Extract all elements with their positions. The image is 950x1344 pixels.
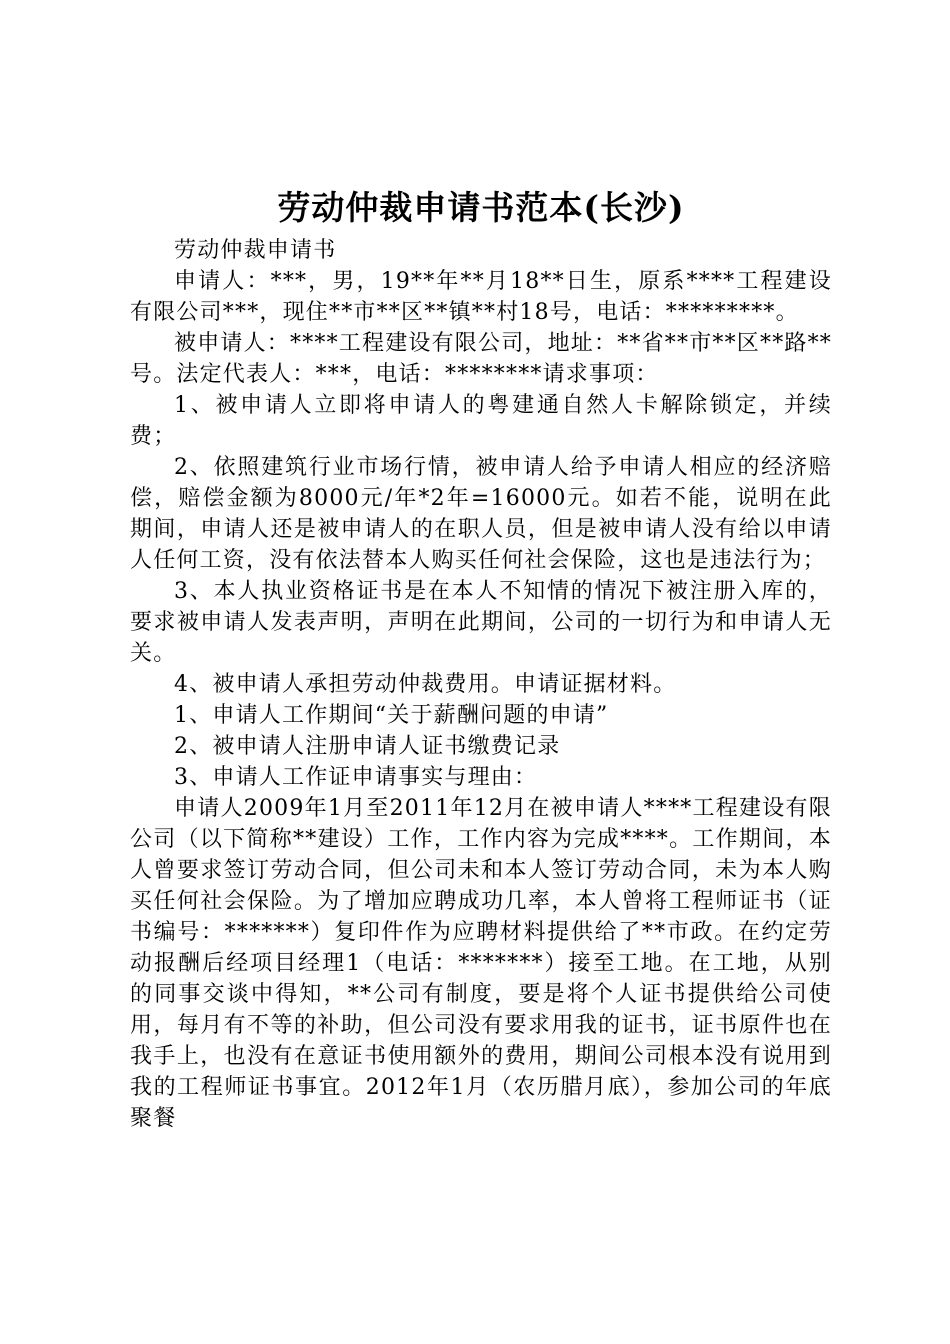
paragraph-request-4: 4、被申请人承担劳动仲裁费用。申请证据材料。 [174,672,677,697]
paragraph-request-3: 3、本人执业资格证书是在本人不知情的情况下被注册入库的，要求被申请人发表声明，声明在此期间，公司的一切行为和申请人无关。 [130,579,832,666]
paragraph-evidence-3: 3、申请人工作证申请事实与理由： [174,765,538,790]
document-page [130,185,832,1134]
paragraph-request-2: 2、依照建筑行业市场行情，被申请人给予申请人相应的经济赔偿，赔偿金额为8000元/年*2年=16000元。如若不能，说明在此期间，申请人还是被申请人的在职人员，但是被申请人没有给以申请人任何工资，没有依法替本人购买任何社会保险，这也是违法行为； [130,455,832,573]
paragraph-heading: 劳动仲裁申请书 [174,238,337,263]
paragraph-evidence-2: 2、被申请人注册申请人证书缴费记录 [174,734,561,759]
paragraph-evidence-1: 1、申请人工作期间“关于薪酬问题的申请” [174,703,609,728]
document-title: 劳动仲裁申请书范本(长沙) [277,188,685,227]
paragraph-facts: 申请人2009年1月至2011年12月在被申请人****工程建设有限公司（以下简称**建设）工作，工作内容为完成****。工作期间，本人曾要求签订劳动合同，但公司未和本人签订劳动合同，未为本人购买任何社会保险。为了增加应聘成功几率，本人曾将工程师证书（证书编号：*******）复印件作为应聘材料提供给了**市政。在约定劳动报酬后经项目经理1（电话：*******）接至工地。在工地，从别的同事交谈中得知，**公司有制度，要是将个人证书提供给公司使用，每月有不等的补助，但公司没有要求用我的证书，证书原件也在我手上，也没有在意证书使用额外的费用，期间公司根本没有说用到我的工程师证书事宜。2012年1月（农历腊月底），参加公司的年底聚餐 [130,796,832,1131]
paragraph-request-1: 1、被申请人立即将申请人的粤建通自然人卡解除锁定，并续费； [130,393,832,449]
paragraph-respondent: 被申请人：****工程建设有限公司，地址：**省**市**区**路**号。法定代表人：***，电话：********请求事项： [130,331,833,387]
paragraph-applicant: 申请人：***，男，19**年**月18**日生，原系****工程建设有限公司***，现住**市**区**镇**村18号，电话：*********。 [130,269,832,325]
